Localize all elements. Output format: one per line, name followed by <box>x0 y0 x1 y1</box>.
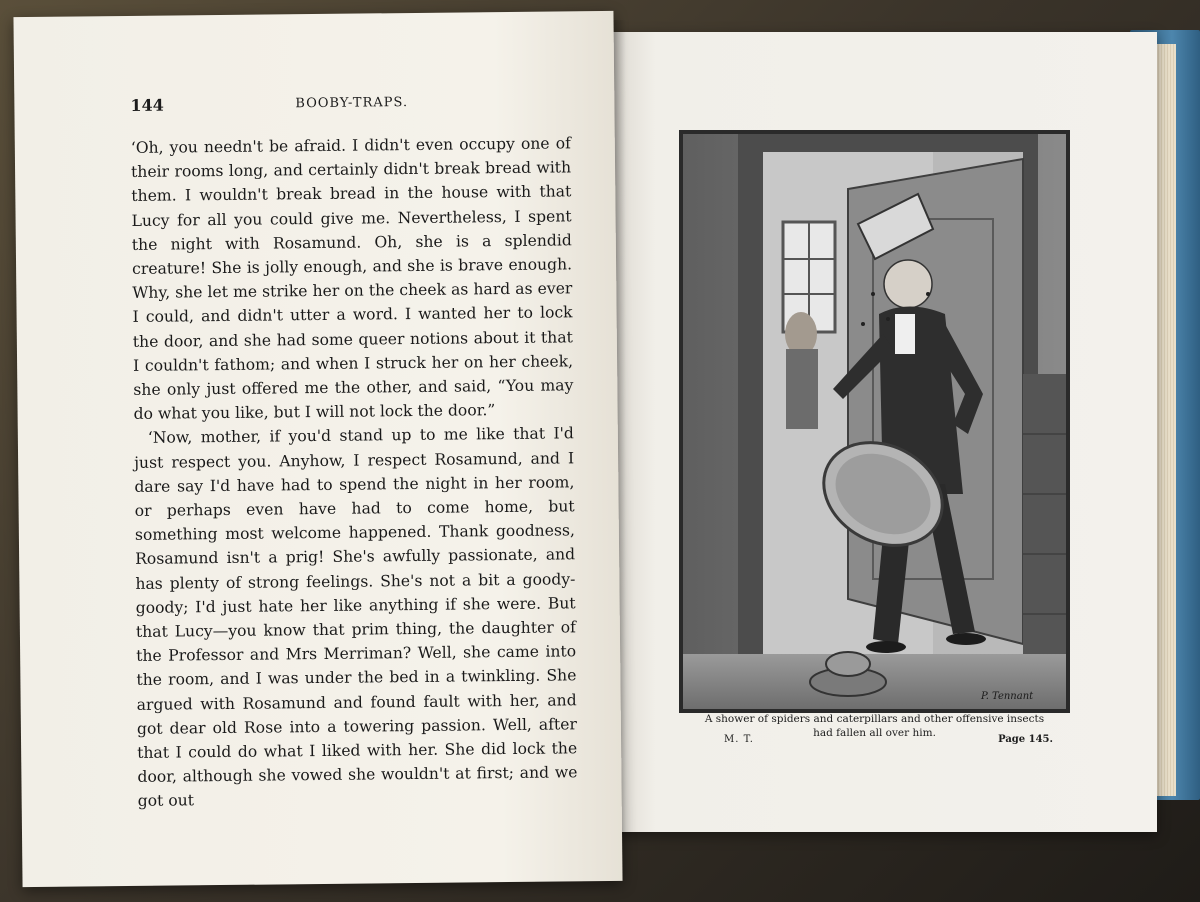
body-text <box>131 131 578 813</box>
illustration-drawing <box>683 134 1066 709</box>
running-head <box>130 91 570 120</box>
illustration-plate <box>679 130 1070 713</box>
signature-mark: M. T. <box>724 734 754 745</box>
right-page <box>612 32 1157 832</box>
illustrator-signature: P. Tennant <box>981 691 1034 702</box>
left-page <box>13 11 622 887</box>
paragraph: ‘Oh, you needn't be afraid. I didn't even occupy one of their rooms long, and certainly didn't break bread with them. I wouldn't break bread in the house with that Lucy for all you could give me. Nevertheless, I spent the night with Rosamund. Oh, she is a splendid creature! She is jolly enough, and she is brave enough. Why, she let me strike her on the cheek as hard as ever I could, and didn't utter a word. I wanted her to lock the door, and she had some queer notions about it that I couldn't fathom; and when I struck her on her cheek, she only just offered me the other, and said, “You may do what you like, but I will not lock the door.” <box>130 134 574 424</box>
page-number: 144 <box>130 95 164 115</box>
caption-line-2: had fallen all over him. <box>813 727 936 739</box>
illustration-image <box>683 134 1066 709</box>
running-title: BOOBY-TRAPS. <box>295 95 409 112</box>
plate-footer <box>679 734 1070 750</box>
caption-line-1: A shower of spiders and caterpillars and other offensive insects <box>704 713 1045 725</box>
paragraph: ‘Now, mother, if you'd stand up to me like that I'd just respect you. Anyhow, I respect Rosamund, and I dare say I'd have had to spend the night in her room, or perhaps even have had to come home, but something most welcome happened. Thank goodness, Rosamund isn't a prig! She's awfully passionate, and has plenty of strong feelings. She's not a bit a goody-goody; I'd just hate her like anything if she were. But that Lucy—you know that prim thing, the daughter of the Professor and Mrs Merriman? Well, she came into the room, and I was under the bed in a twinkling. She argued with Rosamund and found fault with her, and got dear old Rose into a towering passion. Well, after that I could do what I liked with her. She did lock the door, although she vowed she wouldn't at first; and we got out <box>134 424 578 811</box>
plate-page-reference: Page 145. <box>998 734 1053 745</box>
